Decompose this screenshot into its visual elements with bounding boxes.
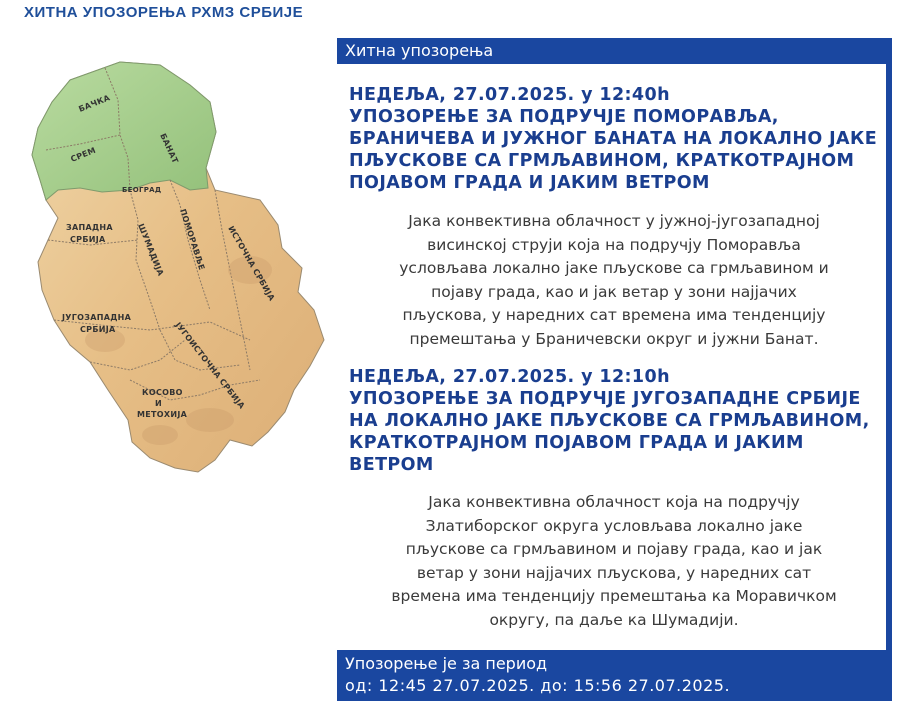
warning-body-line: премештања у Браничевски округ и јужни Банат. (409, 329, 819, 348)
warning-body-line: Јака конвективна облачност која на подручју (428, 493, 800, 511)
panel-header: Хитна упозорења (337, 38, 892, 64)
warning-title-line: УПОЗОРЕЊЕ ЗА ПОДРУЧЈЕ ПОМОРАВЉА, (349, 107, 779, 127)
region-label-sumadija: ШУМАДИЈА (136, 222, 166, 278)
region-label-banat: БАНАТ (158, 132, 180, 165)
warning-title-line: ВЕТРОМ (349, 455, 434, 475)
validity-range: од: 12:45 27.07.2025. до: 15:56 27.07.2025. (345, 676, 731, 695)
warning-body-line: времена има тенденцију премештања ка Моравичком (391, 587, 837, 605)
region-label-jugozapadna-2: СРБИЈА (80, 325, 116, 334)
region-label-srem: СРЕМ (69, 145, 98, 164)
warning-body-line: ветар у зони најјачих пљускова, у наредних сат (416, 563, 812, 582)
warning-body-line: условљава локално јаке пљускове са грмљавином и (399, 259, 829, 277)
warning-title-1[interactable] (349, 84, 879, 194)
warning-body-line: Јака конвективна облачност у јужној-југозападној (408, 212, 820, 230)
region-label-kosovo-3: МЕТОХИЈА (137, 410, 188, 419)
warning-title-line: НА ЛОКАЛНО ЈАКЕ ПЉУСКОВЕ СА ГРМЉАВИНОМ, (349, 411, 870, 431)
warning-title-line: ПОЈАВОМ ГРАДА И ЈАКИМ ВЕТРОМ (349, 173, 710, 193)
region-label-jugozapadna-1: ЈУГОЗАПАДНА (62, 313, 132, 322)
region-label-jugoistocna: ЈУГОИСТОЧНА СРБИЈА (173, 320, 247, 411)
warning-title-line: КРАТКОТРАЈНОМ ПОЈАВОМ ГРАДА И ЈАКИМ (349, 433, 804, 453)
region-label-pomoravlje: ПОМОРАВЉЕ (178, 207, 207, 272)
region-label-backa: БАЧКА (77, 93, 112, 114)
warning-body-line: појаву града, као и јак ветар у зони најјачих (431, 282, 797, 301)
region-label-beograd: БЕОГРАД (122, 186, 162, 194)
warning-body-2 (349, 491, 879, 632)
warning-title-line: ПЉУСКОВЕ СА ГРМЉАВИНОМ, КРАТКОТРАЈНОМ (349, 151, 855, 171)
warning-body-line: висинској струји која на подручју Поморавља (427, 235, 801, 254)
warning-body-1 (349, 210, 879, 351)
warning-body-line: Златиборског округа условљава локално јаке (425, 516, 803, 535)
page-title: ХИТНА УПОЗОРЕЊА РХМЗ СРБИЈЕ (24, 4, 304, 21)
warning-body-line: пљускове са грмљавином и појаву града, као и јак (405, 540, 823, 558)
validity-period-footer (337, 650, 892, 701)
warning-body-line: округу, па даље ка Шумадији. (489, 610, 739, 629)
vojvodina-region (32, 62, 216, 200)
validity-label: Упозорење је за период (345, 654, 548, 673)
region-label-kosovo-2: И (155, 399, 162, 408)
region-label-istocna: ИСТОЧНА СРБИЈА (226, 224, 277, 303)
region-label-zapadna-1: ЗАПАДНА (66, 223, 113, 232)
warning-date-2: НЕДЕЉА, 27.07.2025. у 12:10h (349, 367, 670, 387)
warning-title-line: УПОЗОРЕЊЕ ЗА ПОДРУЧЈЕ ЈУГОЗАПАДНЕ СРБИЈЕ (349, 389, 861, 409)
warning-body-line: пљускова, у наредних сат времена има тенденцију (402, 306, 826, 324)
warning-title-line: БРАНИЧЕВА И ЈУЖНОГ БАНАТА НА ЛОКАЛНО ЈАКЕ (349, 129, 878, 149)
region-label-kosovo-1: КОСОВО (142, 388, 183, 397)
warning-date-1: НЕДЕЉА, 27.07.2025. у 12:40h (349, 85, 670, 105)
region-label-zapadna-2: СРБИЈА (70, 235, 106, 244)
warnings-panel (337, 38, 892, 701)
serbia-region-map[interactable] (10, 40, 335, 490)
warning-title-2[interactable] (349, 366, 879, 476)
